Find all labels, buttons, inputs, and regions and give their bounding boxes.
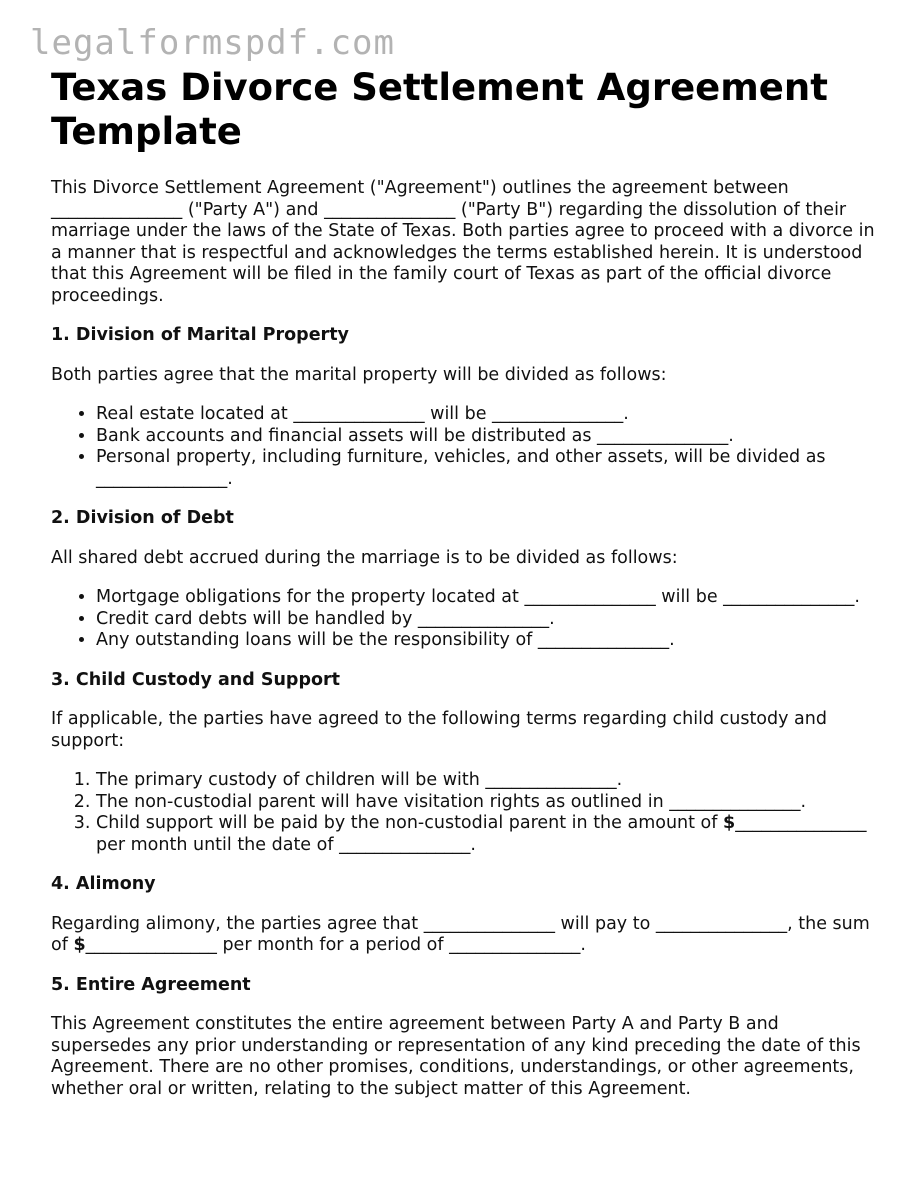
item-text: Child support will be paid by the non-custodial parent in the amount of [96, 813, 723, 833]
blank-line: _______________ [85, 935, 217, 955]
period: . [623, 404, 629, 424]
intro-paragraph [51, 178, 881, 307]
item-text: Mortgage obligations for the property located at [96, 587, 525, 607]
item-text: Credit card debts will be handled by [96, 608, 418, 629]
period: . [854, 587, 860, 607]
list-item [96, 426, 881, 448]
period: . [470, 834, 476, 855]
intro-text: This Divorce Settlement Agreement ("Agreement") outlines the agreement between [51, 178, 789, 198]
alimony-text: per month for a period of [216, 935, 450, 955]
page-title: Texas Divorce Settlement Agreement Template [51, 66, 828, 153]
blank-line: _______________ [597, 425, 729, 446]
period: . [669, 630, 675, 650]
item-text: The non-custodial parent will have visitation rights as outlined in [96, 791, 670, 812]
list-item [96, 770, 881, 792]
alimony-text: will pay to [554, 913, 656, 934]
section-heading-property: 1. Division of Marital Property [51, 325, 349, 345]
item-text: Personal property, including furniture, vehicles, and other assets, will be divided as [96, 447, 826, 467]
period: . [580, 935, 586, 955]
list-item [96, 630, 881, 652]
blank-line: _______________ [324, 199, 456, 220]
blank-line: _______________ [423, 913, 555, 934]
blank-line: _______________ [524, 587, 656, 607]
period: . [616, 770, 623, 790]
entire-agreement-paragraph: This Agreement constitutes the entire agreement between Party A and Party B and supersedes any prior understanding or representation of any kind preceding the date of this Agreement. There are no other promises, conditions, understandings, or other agreements, whether oral or written, relating to the subject matter of this Agreement. [51, 1014, 861, 1099]
blank-line: _______________ [485, 770, 617, 790]
section-heading-entire-agreement: 5. Entire Agreement [51, 974, 251, 995]
item-text: per month until the date of [96, 834, 340, 855]
blank-line: _______________ [339, 834, 471, 855]
section-lead: All shared debt accrued during the marriage is to be divided as follows: [51, 547, 678, 568]
blank-line: _______________ [96, 468, 228, 489]
dollar-sign: $ [723, 813, 736, 833]
blank-line: _______________ [449, 935, 581, 955]
section-heading-alimony: 4. Alimony [51, 874, 156, 894]
watermark-logo: legalformspdf.com [30, 23, 395, 63]
blank-line: _______________ [417, 608, 550, 629]
section-lead: If applicable, the parties have agreed to the following terms regarding child custody and support: [51, 709, 827, 751]
period: . [549, 608, 555, 629]
list-item [96, 404, 881, 426]
item-text: Real estate located at [96, 404, 294, 424]
item-text: Bank accounts and financial assets will be distributed as [96, 425, 598, 446]
item-text: The primary custody of children will be with [96, 770, 486, 790]
list-item [96, 609, 881, 631]
blank-line: _______________ [293, 404, 425, 424]
blank-line: _______________ [51, 199, 183, 220]
period: . [800, 791, 807, 812]
alimony-text: Regarding alimony, the parties agree that [51, 913, 424, 934]
list-item [96, 813, 881, 856]
period: . [728, 425, 734, 446]
blank-line: _______________ [655, 913, 788, 934]
list-item [96, 587, 881, 609]
property-list [51, 404, 881, 490]
blank-line: _______________ [723, 587, 855, 607]
intro-text: ("Party A") and [182, 199, 325, 220]
intro-text: ("Party B") regarding the dissolution of their marriage under the laws of the State of Texas. Both parties agree to proceed with a divorce in a manner that is respectful and acknowledges the terms established herein. It is understood that this Agreement will be filed in the family court of Texas as part of the official divorce proceedings. [51, 199, 875, 306]
custody-list [51, 770, 881, 856]
period: . [227, 468, 233, 489]
list-item [96, 447, 881, 490]
section-heading-debt: 2. Division of Debt [51, 508, 234, 528]
section-lead: Both parties agree that the marital property will be divided as follows: [51, 364, 667, 385]
blank-line: _______________ [492, 404, 624, 424]
alimony-paragraph [51, 914, 881, 957]
item-text: Any outstanding loans will be the responsibility of [96, 630, 538, 650]
blank-line: _______________ [669, 791, 801, 812]
item-text: will be [655, 587, 724, 607]
dollar-sign: $ [73, 935, 86, 955]
section-heading-custody: 3. Child Custody and Support [51, 669, 340, 690]
alimony-text: , the sum of [51, 913, 870, 955]
item-text: will be [424, 404, 493, 424]
list-item [96, 792, 881, 814]
document-body [51, 66, 881, 1118]
blank-line: _______________ [537, 630, 670, 650]
debt-list [51, 587, 881, 652]
blank-line: _______________ [735, 813, 867, 833]
